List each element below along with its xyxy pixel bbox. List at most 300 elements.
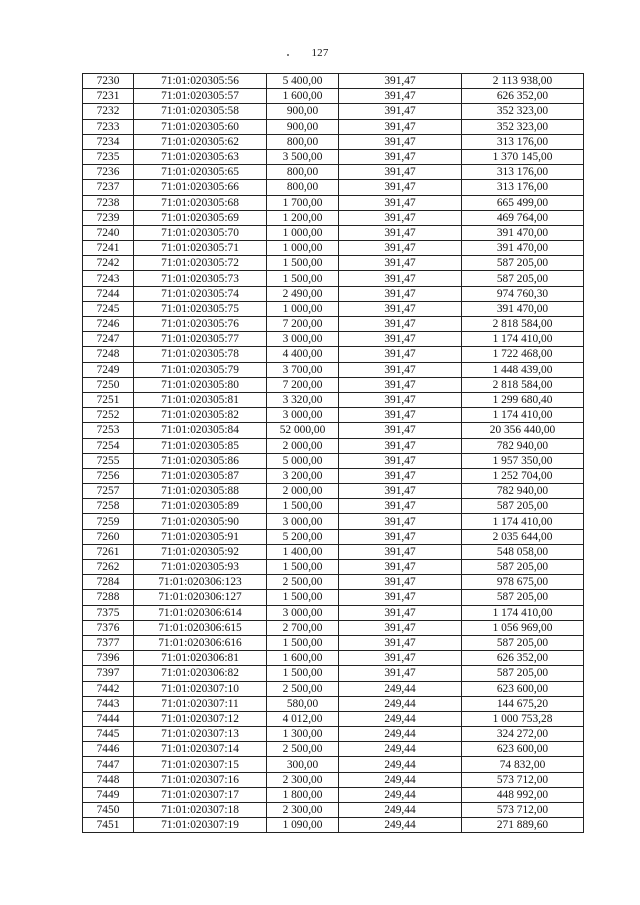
specific-value-cell: 249,44 (339, 818, 462, 833)
specific-value-cell: 391,47 (339, 499, 462, 514)
cadastral-value-cell: 324 272,00 (462, 727, 584, 742)
specific-value-cell: 391,47 (339, 605, 462, 620)
area-cell: 3 500,00 (267, 149, 339, 164)
area-cell: 1 000,00 (267, 241, 339, 256)
cadastral-value-table (82, 73, 584, 833)
area-cell: 1 800,00 (267, 787, 339, 802)
cadastral-number-cell: 71:01:020305:74 (134, 286, 267, 301)
specific-value-cell: 391,47 (339, 180, 462, 195)
specific-value-cell: 391,47 (339, 165, 462, 180)
cadastral-value-cell: 1 448 439,00 (462, 362, 584, 377)
area-cell: 5 200,00 (267, 529, 339, 544)
table-row (83, 332, 584, 347)
area-cell: 1 500,00 (267, 271, 339, 286)
area-cell: 1 500,00 (267, 256, 339, 271)
cadastral-number-cell: 71:01:020307:11 (134, 696, 267, 711)
table-row (83, 317, 584, 332)
cadastral-number-cell: 71:01:020305:93 (134, 560, 267, 575)
row-number-cell: 7250 (83, 377, 134, 392)
table-row (83, 484, 584, 499)
specific-value-cell: 391,47 (339, 408, 462, 423)
cadastral-value-cell: 352 323,00 (462, 119, 584, 134)
specific-value-cell: 391,47 (339, 514, 462, 529)
table-row (83, 787, 584, 802)
row-number-cell: 7449 (83, 787, 134, 802)
cadastral-value-cell: 1 252 704,00 (462, 468, 584, 483)
table-row (83, 362, 584, 377)
cadastral-value-cell: 352 323,00 (462, 104, 584, 119)
specific-value-cell: 391,47 (339, 347, 462, 362)
specific-value-cell: 249,44 (339, 727, 462, 742)
row-number-cell: 7233 (83, 119, 134, 134)
row-number-cell: 7375 (83, 605, 134, 620)
cadastral-value-cell: 626 352,00 (462, 89, 584, 104)
area-cell: 52 000,00 (267, 423, 339, 438)
cadastral-value-cell: 74 832,00 (462, 757, 584, 772)
table-row (83, 468, 584, 483)
table-row (83, 453, 584, 468)
cadastral-number-cell: 71:01:020305:84 (134, 423, 267, 438)
row-number-cell: 7254 (83, 438, 134, 453)
row-number-cell: 7236 (83, 165, 134, 180)
specific-value-cell: 391,47 (339, 119, 462, 134)
row-number-cell: 7376 (83, 620, 134, 635)
cadastral-number-cell: 71:01:020307:18 (134, 803, 267, 818)
cadastral-number-cell: 71:01:020305:70 (134, 225, 267, 240)
table-row (83, 210, 584, 225)
area-cell: 1 000,00 (267, 225, 339, 240)
cadastral-number-cell: 71:01:020305:73 (134, 271, 267, 286)
specific-value-cell: 249,44 (339, 696, 462, 711)
cadastral-number-cell: 71:01:020306:81 (134, 651, 267, 666)
specific-value-cell: 391,47 (339, 210, 462, 225)
area-cell: 2 500,00 (267, 681, 339, 696)
specific-value-cell: 391,47 (339, 529, 462, 544)
row-number-cell: 7239 (83, 210, 134, 225)
cadastral-value-cell: 573 712,00 (462, 803, 584, 818)
cadastral-number-cell: 71:01:020306:127 (134, 590, 267, 605)
table-row (83, 165, 584, 180)
table-row (83, 681, 584, 696)
cadastral-number-cell: 71:01:020305:62 (134, 134, 267, 149)
area-cell: 1 600,00 (267, 651, 339, 666)
area-cell: 2 500,00 (267, 742, 339, 757)
row-number-cell: 7246 (83, 317, 134, 332)
cadastral-number-cell: 71:01:020305:60 (134, 119, 267, 134)
table-row (83, 89, 584, 104)
row-number-cell: 7232 (83, 104, 134, 119)
specific-value-cell: 391,47 (339, 651, 462, 666)
area-cell: 2 500,00 (267, 575, 339, 590)
specific-value-cell: 391,47 (339, 317, 462, 332)
row-number-cell: 7247 (83, 332, 134, 347)
row-number-cell: 7252 (83, 408, 134, 423)
row-number-cell: 7442 (83, 681, 134, 696)
area-cell: 1 500,00 (267, 560, 339, 575)
row-number-cell: 7249 (83, 362, 134, 377)
table-row (83, 180, 584, 195)
table-row (83, 301, 584, 316)
area-cell: 5 000,00 (267, 453, 339, 468)
cadastral-value-cell: 782 940,00 (462, 438, 584, 453)
row-number-cell: 7396 (83, 651, 134, 666)
area-cell: 5 400,00 (267, 74, 339, 89)
row-number-cell: 7230 (83, 74, 134, 89)
cadastral-value-cell: 2 035 644,00 (462, 529, 584, 544)
specific-value-cell: 391,47 (339, 286, 462, 301)
cadastral-value-cell: 587 205,00 (462, 635, 584, 650)
specific-value-cell: 249,44 (339, 742, 462, 757)
cadastral-number-cell: 71:01:020305:87 (134, 468, 267, 483)
cadastral-number-cell: 71:01:020305:68 (134, 195, 267, 210)
cadastral-number-cell: 71:01:020305:88 (134, 484, 267, 499)
cadastral-number-cell: 71:01:020307:13 (134, 727, 267, 742)
cadastral-number-cell: 71:01:020305:76 (134, 317, 267, 332)
row-number-cell: 7248 (83, 347, 134, 362)
table-row (83, 104, 584, 119)
cadastral-value-cell: 2 113 938,00 (462, 74, 584, 89)
cadastral-value-cell: 1 370 145,00 (462, 149, 584, 164)
table-row (83, 651, 584, 666)
cadastral-number-cell: 71:01:020305:57 (134, 89, 267, 104)
cadastral-value-cell: 974 760,30 (462, 286, 584, 301)
row-number-cell: 7240 (83, 225, 134, 240)
cadastral-value-cell: 1 174 410,00 (462, 332, 584, 347)
cadastral-value-cell: 469 764,00 (462, 210, 584, 225)
row-number-cell: 7235 (83, 149, 134, 164)
cadastral-value-cell: 1 000 753,28 (462, 711, 584, 726)
table-row (83, 742, 584, 757)
cadastral-value-cell: 313 176,00 (462, 180, 584, 195)
row-number-cell: 7238 (83, 195, 134, 210)
cadastral-value-cell: 548 058,00 (462, 544, 584, 559)
specific-value-cell: 249,44 (339, 787, 462, 802)
cadastral-value-cell: 623 600,00 (462, 681, 584, 696)
table-row (83, 514, 584, 529)
table-row (83, 119, 584, 134)
cadastral-value-cell: 623 600,00 (462, 742, 584, 757)
specific-value-cell: 391,47 (339, 271, 462, 286)
table-row (83, 529, 584, 544)
table-row (83, 711, 584, 726)
cadastral-value-cell: 313 176,00 (462, 134, 584, 149)
cadastral-value-cell: 978 675,00 (462, 575, 584, 590)
table-row (83, 286, 584, 301)
specific-value-cell: 391,47 (339, 560, 462, 575)
row-number-cell: 7255 (83, 453, 134, 468)
area-cell: 1 500,00 (267, 590, 339, 605)
area-cell: 800,00 (267, 165, 339, 180)
specific-value-cell: 391,47 (339, 590, 462, 605)
cadastral-value-cell: 587 205,00 (462, 666, 584, 681)
area-cell: 300,00 (267, 757, 339, 772)
area-cell: 1 200,00 (267, 210, 339, 225)
area-cell: 1 300,00 (267, 727, 339, 742)
cadastral-value-cell: 587 205,00 (462, 271, 584, 286)
cadastral-number-cell: 71:01:020307:14 (134, 742, 267, 757)
cadastral-number-cell: 71:01:020305:90 (134, 514, 267, 529)
row-number-cell: 7243 (83, 271, 134, 286)
cadastral-value-cell: 1 174 410,00 (462, 408, 584, 423)
cadastral-value-cell: 20 356 440,00 (462, 423, 584, 438)
cadastral-value-cell: 587 205,00 (462, 499, 584, 514)
cadastral-number-cell: 71:01:020307:15 (134, 757, 267, 772)
row-number-cell: 7448 (83, 772, 134, 787)
row-number-cell: 7262 (83, 560, 134, 575)
area-cell: 3 320,00 (267, 392, 339, 407)
cadastral-number-cell: 71:01:020306:82 (134, 666, 267, 681)
row-number-cell: 7451 (83, 818, 134, 833)
table-body (83, 74, 584, 833)
cadastral-number-cell: 71:01:020305:63 (134, 149, 267, 164)
cadastral-value-cell: 391 470,00 (462, 241, 584, 256)
specific-value-cell: 391,47 (339, 666, 462, 681)
row-number-cell: 7445 (83, 727, 134, 742)
cadastral-number-cell: 71:01:020305:65 (134, 165, 267, 180)
area-cell: 2 000,00 (267, 484, 339, 499)
area-cell: 2 000,00 (267, 438, 339, 453)
cadastral-value-cell: 626 352,00 (462, 651, 584, 666)
cadastral-value-cell: 587 205,00 (462, 256, 584, 271)
specific-value-cell: 391,47 (339, 392, 462, 407)
table-row (83, 195, 584, 210)
row-number-cell: 7234 (83, 134, 134, 149)
row-number-cell: 7446 (83, 742, 134, 757)
cadastral-value-cell: 665 499,00 (462, 195, 584, 210)
area-cell: 1 500,00 (267, 499, 339, 514)
row-number-cell: 7256 (83, 468, 134, 483)
cadastral-number-cell: 71:01:020307:19 (134, 818, 267, 833)
cadastral-value-cell: 391 470,00 (462, 225, 584, 240)
row-number-cell: 7377 (83, 635, 134, 650)
table-row (83, 803, 584, 818)
specific-value-cell: 391,47 (339, 89, 462, 104)
specific-value-cell: 249,44 (339, 711, 462, 726)
row-number-cell: 7443 (83, 696, 134, 711)
cadastral-number-cell: 71:01:020305:80 (134, 377, 267, 392)
cadastral-value-cell: 2 818 584,00 (462, 377, 584, 392)
cadastral-number-cell: 71:01:020305:71 (134, 241, 267, 256)
specific-value-cell: 391,47 (339, 544, 462, 559)
row-number-cell: 7260 (83, 529, 134, 544)
specific-value-cell: 391,47 (339, 256, 462, 271)
cadastral-number-cell: 71:01:020305:72 (134, 256, 267, 271)
cadastral-value-cell: 587 205,00 (462, 560, 584, 575)
area-cell: 4 012,00 (267, 711, 339, 726)
area-cell: 2 300,00 (267, 772, 339, 787)
cadastral-number-cell: 71:01:020305:92 (134, 544, 267, 559)
table-row (83, 74, 584, 89)
cadastral-number-cell: 71:01:020305:58 (134, 104, 267, 119)
table-row (83, 772, 584, 787)
cadastral-value-cell: 1 299 680,40 (462, 392, 584, 407)
cadastral-value-cell: 587 205,00 (462, 590, 584, 605)
area-cell: 3 000,00 (267, 332, 339, 347)
area-cell: 1 090,00 (267, 818, 339, 833)
cadastral-number-cell: 71:01:020306:123 (134, 575, 267, 590)
specific-value-cell: 391,47 (339, 484, 462, 499)
specific-value-cell: 249,44 (339, 757, 462, 772)
table-row (83, 544, 584, 559)
cadastral-number-cell: 71:01:020305:79 (134, 362, 267, 377)
row-number-cell: 7444 (83, 711, 134, 726)
cadastral-number-cell: 71:01:020305:86 (134, 453, 267, 468)
specific-value-cell: 391,47 (339, 225, 462, 240)
row-number-cell: 7237 (83, 180, 134, 195)
area-cell: 1 500,00 (267, 635, 339, 650)
table-row (83, 590, 584, 605)
row-number-cell: 7242 (83, 256, 134, 271)
cadastral-number-cell: 71:01:020305:66 (134, 180, 267, 195)
row-number-cell: 7259 (83, 514, 134, 529)
specific-value-cell: 249,44 (339, 803, 462, 818)
cadastral-value-cell: 1 056 969,00 (462, 620, 584, 635)
cadastral-number-cell: 71:01:020305:82 (134, 408, 267, 423)
row-number-cell: 7257 (83, 484, 134, 499)
table-row (83, 149, 584, 164)
cadastral-number-cell: 71:01:020305:78 (134, 347, 267, 362)
area-cell: 580,00 (267, 696, 339, 711)
cadastral-number-cell: 71:01:020306:615 (134, 620, 267, 635)
area-cell: 1 400,00 (267, 544, 339, 559)
specific-value-cell: 391,47 (339, 423, 462, 438)
cadastral-number-cell: 71:01:020305:85 (134, 438, 267, 453)
area-cell: 3 000,00 (267, 605, 339, 620)
area-cell: 3 700,00 (267, 362, 339, 377)
table-row (83, 696, 584, 711)
table-row (83, 560, 584, 575)
area-cell: 800,00 (267, 180, 339, 195)
cadastral-value-cell: 1 722 468,00 (462, 347, 584, 362)
area-cell: 1 500,00 (267, 666, 339, 681)
table-row (83, 575, 584, 590)
row-number-cell: 7251 (83, 392, 134, 407)
cadastral-number-cell: 71:01:020306:614 (134, 605, 267, 620)
cadastral-value-cell: 573 712,00 (462, 772, 584, 787)
specific-value-cell: 391,47 (339, 377, 462, 392)
cadastral-value-cell: 1 957 350,00 (462, 453, 584, 468)
table-row (83, 757, 584, 772)
cadastral-number-cell: 71:01:020306:616 (134, 635, 267, 650)
area-cell: 7 200,00 (267, 317, 339, 332)
row-number-cell: 7245 (83, 301, 134, 316)
area-cell: 3 200,00 (267, 468, 339, 483)
specific-value-cell: 391,47 (339, 438, 462, 453)
area-cell: 2 700,00 (267, 620, 339, 635)
table-row (83, 620, 584, 635)
cadastral-number-cell: 71:01:020307:12 (134, 711, 267, 726)
table-row (83, 499, 584, 514)
table-row (83, 225, 584, 240)
cadastral-number-cell: 71:01:020307:17 (134, 787, 267, 802)
row-number-cell: 7397 (83, 666, 134, 681)
cadastral-number-cell: 71:01:020305:89 (134, 499, 267, 514)
specific-value-cell: 391,47 (339, 74, 462, 89)
cadastral-value-cell: 2 818 584,00 (462, 317, 584, 332)
cadastral-number-cell: 71:01:020305:91 (134, 529, 267, 544)
row-number-cell: 7288 (83, 590, 134, 605)
cadastral-value-cell: 1 174 410,00 (462, 514, 584, 529)
specific-value-cell: 391,47 (339, 453, 462, 468)
cadastral-value-cell: 448 992,00 (462, 787, 584, 802)
table-row (83, 605, 584, 620)
area-cell: 800,00 (267, 134, 339, 149)
row-number-cell: 7244 (83, 286, 134, 301)
specific-value-cell: 391,47 (339, 332, 462, 347)
cadastral-number-cell: 71:01:020307:10 (134, 681, 267, 696)
specific-value-cell: 391,47 (339, 575, 462, 590)
cadastral-number-cell: 71:01:020305:75 (134, 301, 267, 316)
specific-value-cell: 391,47 (339, 468, 462, 483)
table-row (83, 423, 584, 438)
scan-speck (287, 54, 289, 56)
cadastral-number-cell: 71:01:020305:69 (134, 210, 267, 225)
specific-value-cell: 391,47 (339, 362, 462, 377)
area-cell: 1 000,00 (267, 301, 339, 316)
cadastral-value-cell: 271 889,60 (462, 818, 584, 833)
table-row (83, 727, 584, 742)
specific-value-cell: 391,47 (339, 195, 462, 210)
specific-value-cell: 391,47 (339, 620, 462, 635)
area-cell: 900,00 (267, 104, 339, 119)
row-number-cell: 7241 (83, 241, 134, 256)
cadastral-value-cell: 313 176,00 (462, 165, 584, 180)
page-number: 127 (311, 47, 329, 59)
area-cell: 4 400,00 (267, 347, 339, 362)
row-number-cell: 7284 (83, 575, 134, 590)
row-number-cell: 7447 (83, 757, 134, 772)
area-cell: 3 000,00 (267, 408, 339, 423)
table-row (83, 347, 584, 362)
area-cell: 1 600,00 (267, 89, 339, 104)
specific-value-cell: 391,47 (339, 241, 462, 256)
table-row (83, 256, 584, 271)
table-row (83, 666, 584, 681)
table-row (83, 241, 584, 256)
cadastral-number-cell: 71:01:020305:56 (134, 74, 267, 89)
row-number-cell: 7450 (83, 803, 134, 818)
specific-value-cell: 391,47 (339, 149, 462, 164)
area-cell: 7 200,00 (267, 377, 339, 392)
cadastral-number-cell: 71:01:020305:77 (134, 332, 267, 347)
area-cell: 2 300,00 (267, 803, 339, 818)
cadastral-value-cell: 1 174 410,00 (462, 605, 584, 620)
cadastral-number-cell: 71:01:020305:81 (134, 392, 267, 407)
area-cell: 1 700,00 (267, 195, 339, 210)
cadastral-value-cell: 144 675,20 (462, 696, 584, 711)
cadastral-value-cell: 391 470,00 (462, 301, 584, 316)
area-cell: 2 490,00 (267, 286, 339, 301)
table-row (83, 635, 584, 650)
table-row (83, 377, 584, 392)
cadastral-value-cell: 782 940,00 (462, 484, 584, 499)
table-row (83, 271, 584, 286)
table-row (83, 408, 584, 423)
specific-value-cell: 391,47 (339, 104, 462, 119)
specific-value-cell: 391,47 (339, 134, 462, 149)
specific-value-cell: 391,47 (339, 635, 462, 650)
table-row (83, 134, 584, 149)
row-number-cell: 7258 (83, 499, 134, 514)
row-number-cell: 7253 (83, 423, 134, 438)
specific-value-cell: 249,44 (339, 681, 462, 696)
specific-value-cell: 249,44 (339, 772, 462, 787)
specific-value-cell: 391,47 (339, 301, 462, 316)
area-cell: 3 000,00 (267, 514, 339, 529)
row-number-cell: 7261 (83, 544, 134, 559)
table-row (83, 438, 584, 453)
area-cell: 900,00 (267, 119, 339, 134)
